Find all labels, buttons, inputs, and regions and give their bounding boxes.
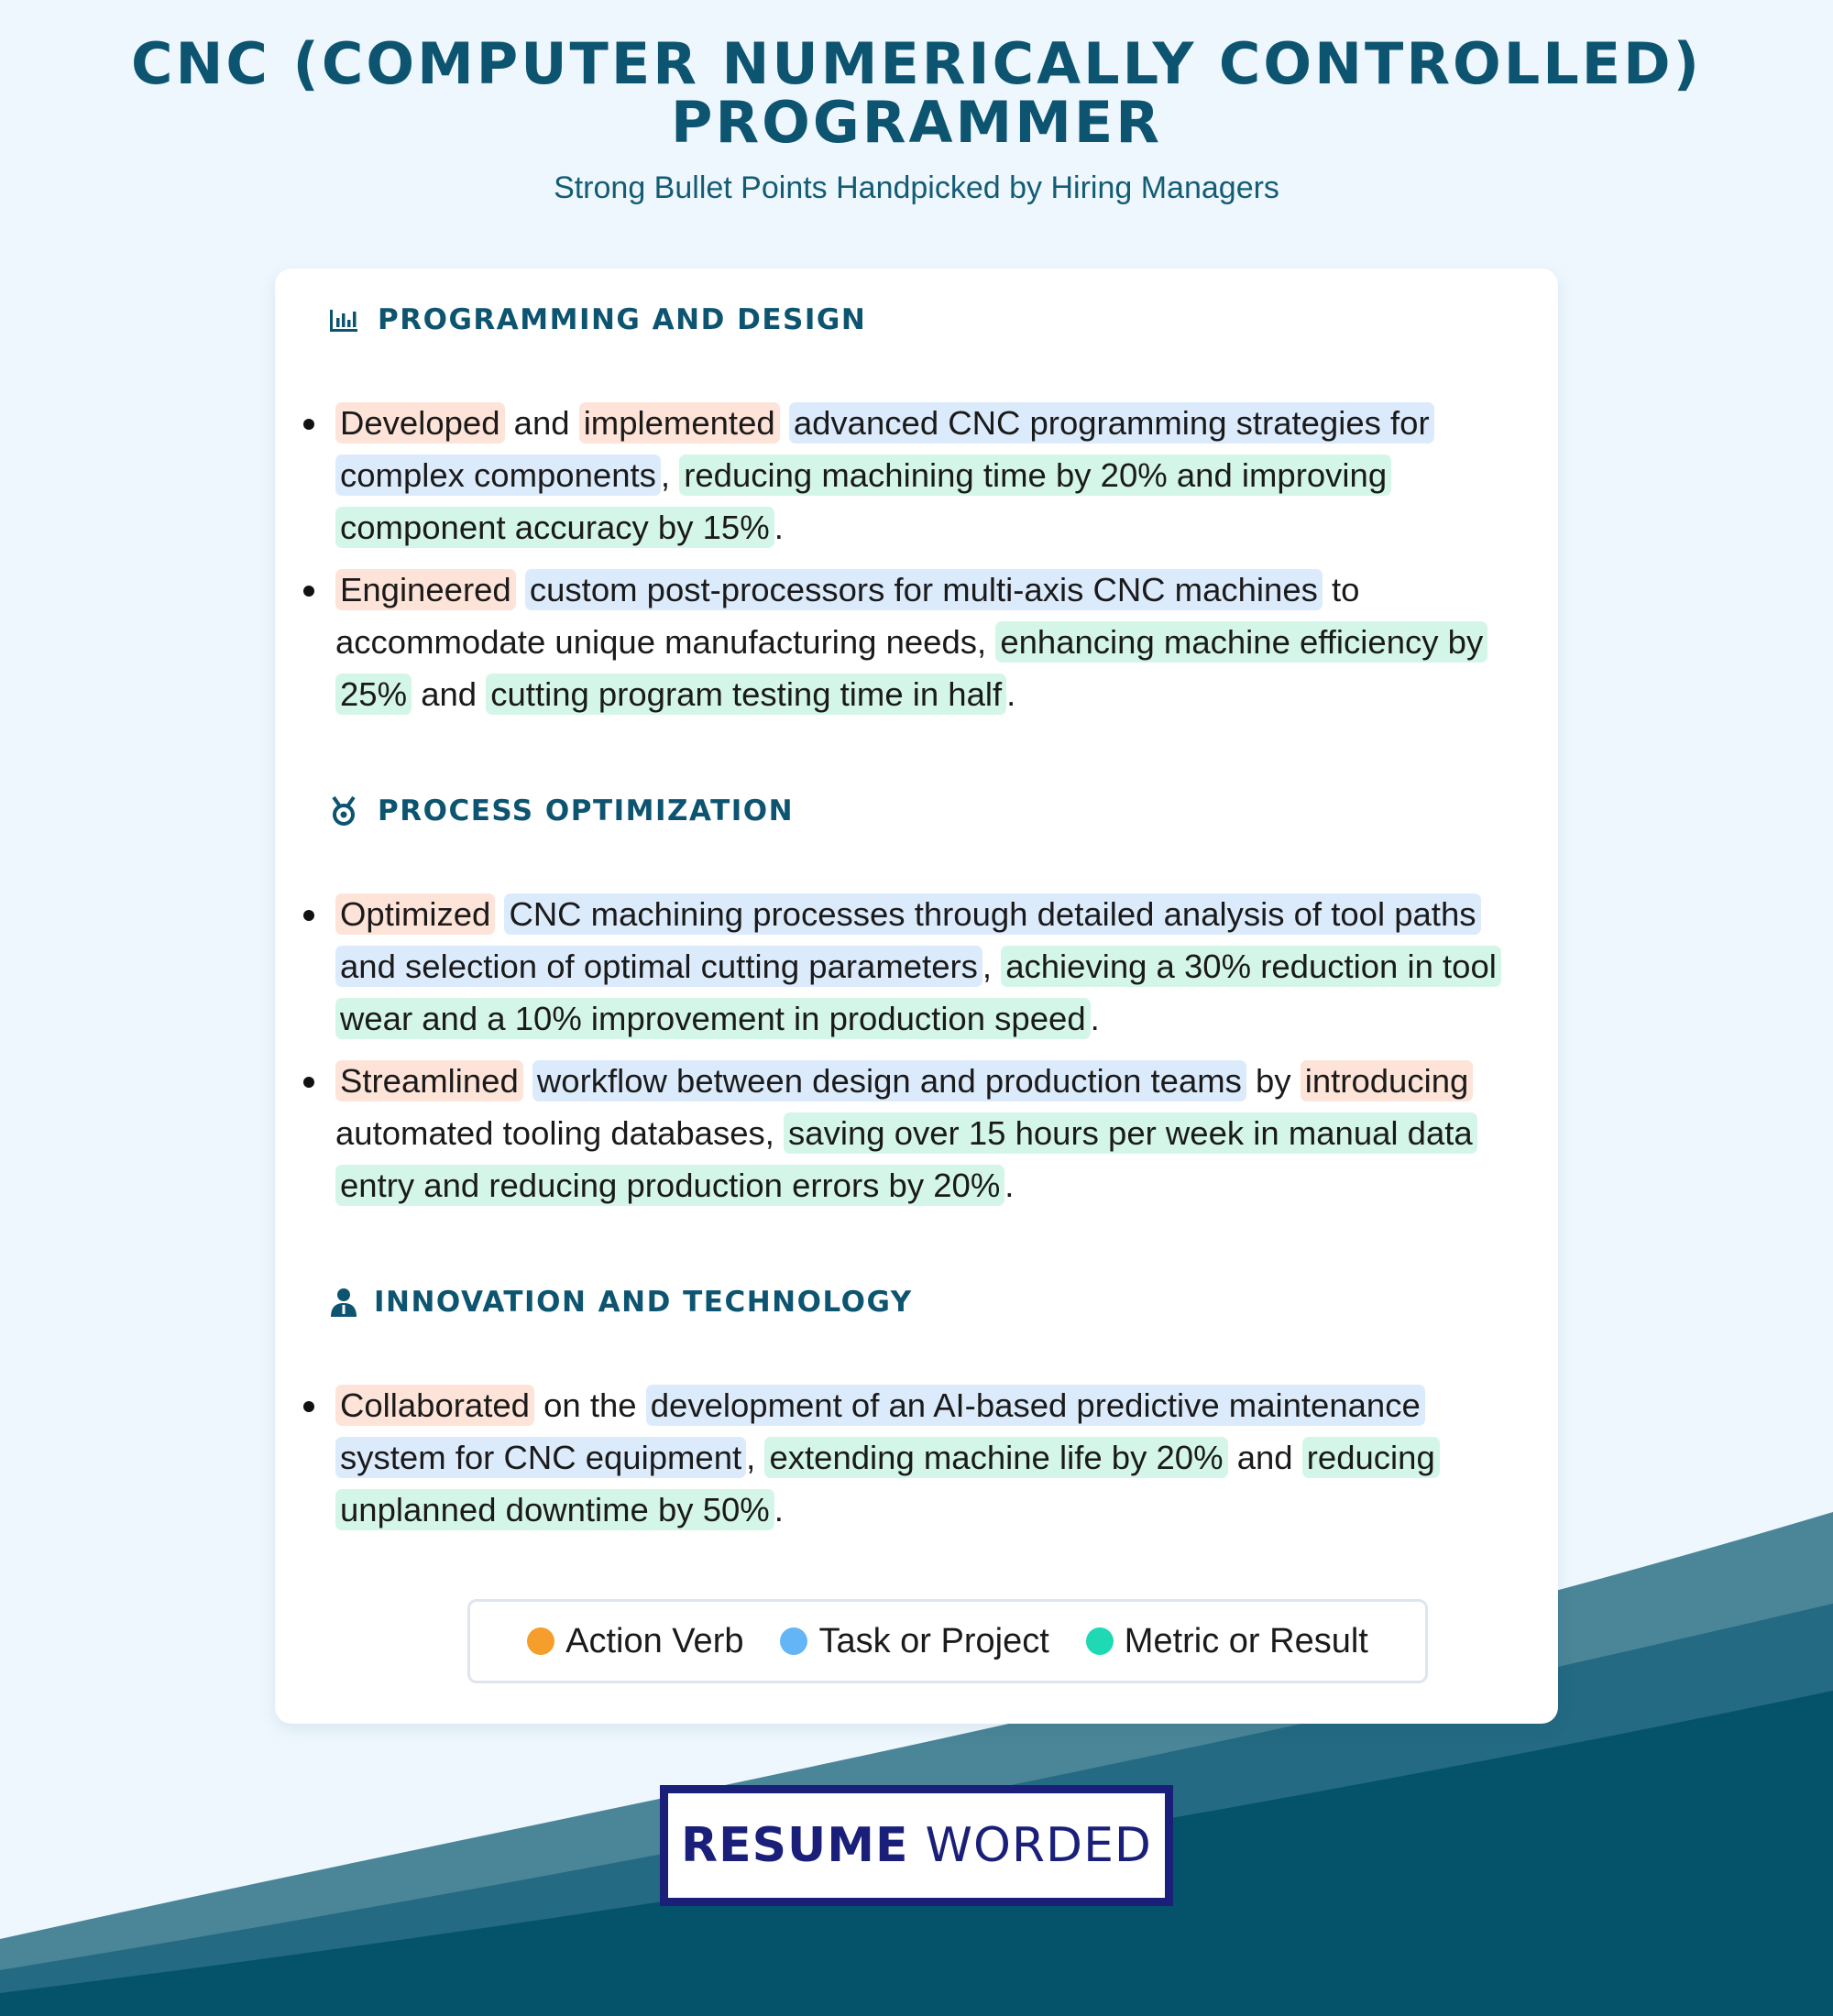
bullet-item [275, 1055, 1558, 1211]
bullet-item [275, 1379, 1558, 1536]
bullet-text: , [746, 1439, 765, 1476]
highlight-task: CNC machining processes through detailed analysis of tool paths and selection of optimal cutting parameters [335, 893, 1481, 987]
section-heading-process [328, 794, 794, 827]
bullet-text: . [1090, 1000, 1100, 1037]
section-heading-label: PROCESS OPTIMIZATION [378, 794, 795, 827]
section-heading-innovation [328, 1286, 913, 1319]
bullet-text [780, 404, 789, 442]
bullet-text [523, 1062, 532, 1100]
resume-worded-logo [660, 1785, 1173, 1906]
legend-dot [1086, 1627, 1114, 1655]
logo-bold-text: RESUME [681, 1818, 909, 1873]
legend-dot [527, 1627, 554, 1655]
legend-item-metric [1086, 1622, 1368, 1661]
bar-chart-icon [328, 304, 359, 335]
highlight-task: workflow between design and production teams [532, 1060, 1246, 1101]
page-subtitle: Strong Bullet Points Handpicked by Hiring Managers [554, 170, 1279, 205]
highlight-verb: implemented [579, 402, 780, 444]
bullet-item [275, 564, 1558, 720]
highlight-task: advanced CNC programming strategies for complex components [335, 402, 1434, 496]
bullet-text: automated tooling databases, [335, 1114, 785, 1152]
highlight-legend [467, 1599, 1428, 1683]
bullet-text: to accommodate unique manufacturing needs, [335, 571, 1360, 661]
bullet-text: on the [533, 1386, 646, 1424]
section-heading-label: INNOVATION AND TECHNOLOGY [374, 1286, 913, 1319]
bullet-text [495, 895, 504, 933]
highlight-metric: achieving a 30% reduction in tool wear and a 10% improvement in production speed [335, 946, 1501, 1039]
bullet-text: . [1006, 675, 1016, 713]
bullet-text: and [1227, 1439, 1302, 1476]
medal-icon [328, 795, 359, 827]
highlight-verb: introducing [1301, 1060, 1474, 1101]
bullet-item [275, 397, 1558, 553]
highlight-metric: extending machine life by 20% [764, 1437, 1227, 1478]
bullet-list [275, 397, 1558, 730]
highlight-verb: Developed [335, 402, 505, 444]
bullet-text: , [982, 948, 1002, 985]
highlight-metric: saving over 15 hours per week in manual data entry and reducing production errors by 20% [335, 1112, 1477, 1206]
section-heading-programming [328, 303, 866, 336]
legend-label: Action Verb [565, 1621, 744, 1660]
page-header [0, 0, 1833, 206]
highlight-task: development of an AI-based predictive maintenance system for CNC equipment [335, 1385, 1425, 1478]
bullet-list [275, 1379, 1558, 1546]
legend-dot [780, 1627, 807, 1655]
bullet-text: by [1246, 1062, 1301, 1100]
legend-item-action-verb [527, 1622, 743, 1661]
highlight-verb: Collaborated [335, 1385, 534, 1426]
bullet-points-card [275, 268, 1558, 1724]
bullet-text: and [412, 675, 487, 713]
highlight-verb: Optimized [335, 893, 495, 935]
bullet-text: . [1004, 1167, 1015, 1204]
bullet-text: . [774, 509, 784, 546]
page-title: CNC (COMPUTER NUMERICALLY CONTROLLED) PROGRAMMER [131, 30, 1702, 156]
highlight-metric: reducing unplanned downtime by 50% [335, 1437, 1440, 1530]
logo-light-text: WORDED [925, 1818, 1152, 1873]
bullet-list [275, 888, 1558, 1222]
bullet-text: . [774, 1491, 784, 1528]
section-heading-label: PROGRAMMING AND DESIGN [378, 303, 867, 336]
bullet-text: , [660, 456, 680, 494]
legend-label: Task or Project [818, 1621, 1049, 1660]
bullet-text [516, 571, 525, 608]
legend-label: Metric or Result [1124, 1621, 1368, 1660]
highlight-task: custom post-processors for multi-axis CNC machines [525, 569, 1323, 610]
person-icon [328, 1287, 359, 1318]
bullet-item [275, 888, 1558, 1045]
highlight-verb: Engineered [335, 569, 516, 610]
highlight-metric: enhancing machine efficiency by 25% [335, 621, 1487, 715]
bullet-text: and [504, 404, 579, 442]
legend-item-task [780, 1622, 1048, 1661]
highlight-metric: reducing machining time by 20% and improving component accuracy by 15% [335, 455, 1391, 548]
highlight-metric: cutting program testing time in half [486, 674, 1006, 715]
highlight-verb: Streamlined [335, 1060, 523, 1101]
